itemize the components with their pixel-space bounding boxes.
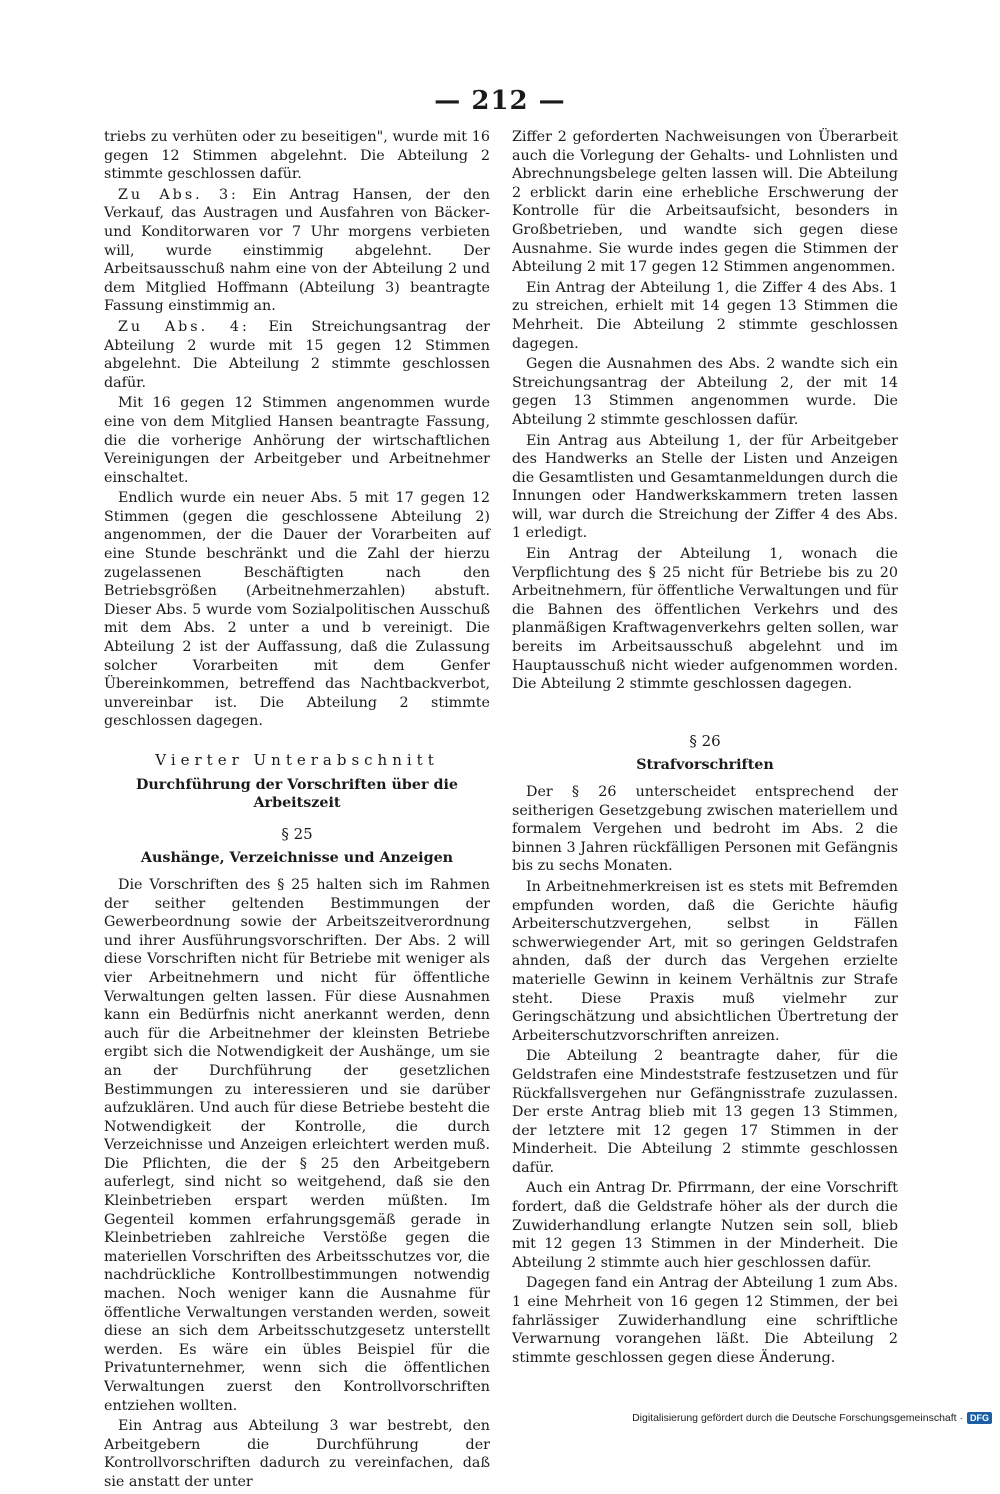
dfg-logo: DFG <box>967 1412 992 1424</box>
right-column <box>512 128 898 1369</box>
paragraph-lead: Zu Abs. 4: <box>118 318 250 335</box>
paragraph: Die Abteilung 2 beantragte daher, für die Geldstrafen eine Mindeststrafe festzusetzen und für Rückfallsvergehen nur Gefängnisstrafe zuzulassen. Der erste Antrag blieb mit 13 gegen 13 Stimmen, der letztere mit 12 gegen 17 Stimmen in der Minderheit. Die Abteilung 2 stimmte geschlossen dafür. <box>512 1048 898 1176</box>
paragraph: Ein Antrag der Abteilung 1, die Ziffer 4 des Abs. 1 zu streichen, erhielt mit 14 gegen 13 Stimmen die Mehrheit. Die Abteilung 2 stimmte geschlossen dagegen. <box>512 279 898 352</box>
subsection-title: Durchführung der Vorschriften über die Arbeitszeit <box>136 776 458 812</box>
paragraph <box>104 318 490 392</box>
paragraph: triebs zu verhüten oder zu beseitigen", wurde mit 16 gegen 12 Stimmen abgelehnt. Die Abteilung 2 stimmte geschlossen dafür. <box>104 129 490 183</box>
paragraph: Ziffer 2 geforderten Nachweisungen von Überarbeit auch die Vorlegung der Gehalts- und Lohnlisten und Abrechnungsbelege gelten lassen will. Die Abteilung 2 erblickt darin eine erhebliche Erschwerung der Kontrolle für die Arbeitsaufsicht, besonders in Großbetrieben, und wandte sich gegen diese Ausnahme. Sie wurde indes gegen die Stimmen der Abteilung 2 mit 17 gegen 12 Stimmen angenommen. <box>512 129 898 276</box>
section-heading: Strafvorschriften <box>636 757 774 774</box>
page-number: — 212 — <box>434 86 566 116</box>
paragraph: Mit 16 gegen 12 Stimmen angenommen wurde eine von dem Mitglied Hansen beantragte Fassung, die die vorherige Anhörung der wirtschaftlichen Vereinigungen der Arbeitgeber und Arbeitnehmer einschaltet. <box>104 395 490 486</box>
paragraph: Gegen die Ausnahmen des Abs. 2 wandte sich ein Streichungsantrag der Abteilung 2, der mit 14 gegen 13 Stimmen angenommen wurde. Die Abteilung 2 stimmte geschlossen dafür. <box>512 356 898 428</box>
subsection-heading: Vierter Unterabschnitt <box>155 751 439 769</box>
paragraph: Endlich wurde ein neuer Abs. 5 mit 17 gegen 12 Stimmen (gegen die geschlossene Abteilung 2) angenommen, der die Dauer der Vorarbeiten auf eine Stunde beschränkt und die Zahl der hierzu zugelassenen Beschäftigten nach den Betriebsgrößen (Arbeitnehmerzahlen) abstuft. Dieser Abs. 5 wurde vom Sozialpolitischen Ausschuß mit dem Abs. 2 unter a und b vereinigt. Die Abteilung 2 ist der Auffassung, daß die Zulassung solcher Vorarbeiten mit dem Genfer Übereinkommen, betreffend das Nachtbackverbot, unvereinbar ist. Die Abteilung 2 stimmte geschlossen dagegen. <box>104 490 490 730</box>
paragraph: In Arbeitnehmerkreisen ist es stets mit Befremden empfunden worden, daß die Gerichte häufig Arbeiterschutzvergehen, selbst in Fällen schwerwiegender Art, mit so geringen Geldstrafen ahnden, daß der durch das Vergehen erzielte materielle Gewinn in keinem Verhältnis zur Strafe steht. Diese Praxis muß vielmehr zur Geringschätzung und absichtlichen Übertretung der Arbeiterschutzvorschriften anreizen. <box>512 878 898 1044</box>
paragraph-text: Ein Antrag Hansen, der den Verkauf, das Austragen und Ausfahren von Bäcker- und Konditorwaren vor 7 Uhr morgens verbieten will, wurde einstimmig abgelehnt. Der Arbeitsausschuß nahm eine von der Abteilung 2 und dem Mitglied Hoffmann (Abteilung 3) beantragte Fassung einstimmig an. <box>104 186 490 315</box>
paragraph: Ein Antrag der Abteilung 1, wonach die Verpflichtung des § 25 nicht für Betriebe bis zu 20 Arbeitnehmern, für öffentliche Verwaltungen und für die Bahnen des öffentlichen Verkehrs und des planmäßigen Kraftwagenverkehrs gelten sollen, war bereits im Arbeitsausschuß abgelehnt und im Hauptausschuß nicht wieder aufgenommen worden. Die Abteilung 2 stimmte geschlossen dagegen. <box>512 546 898 693</box>
paragraph: Auch ein Antrag Dr. Pfirrmann, der eine Vorschrift fordert, daß die Geldstrafe höher als der durch die Zuwiderhandlung erlangte Nutzen sein soll, blieb mit 12 gegen 13 Stimmen in der Minderheit. Die Abteilung 2 stimmte auch hier geschlossen dafür. <box>512 1180 898 1271</box>
paragraph: Die Vorschriften des § 25 halten sich im Rahmen der seither geltenden Bestimmungen der Gewerbeordnung sowie der Arbeitszeitverordnung und ihrer Ausführungsvorschriften. Der Abs. 2 will diese Vorschriften nicht für Betriebe mit weniger als vier Arbeitnehmern und nicht für öffentliche Verwaltungen gelten lassen. Für diese Ausnahmen kann ein Bedürfnis nicht anerkannt werden, denn auch für die Arbeitnehmer der kleinsten Betriebe ergibt sich die Notwendigkeit der Aushänge, um sie an der Durchführung der gesetzlichen Bestimmungen zu interessieren und sie darüber aufzuklären. Und auch für diese Betriebe besteht die Notwendigkeit der Kontrolle, die durch Verzeichnisse und Anzeigen erleichtert werden muß. Die Pflichten, die der § 25 den Arbeitgebern auferlegt, sind nicht so weitgehend, daß sie den Kleinbetrieben erspart werden müßten. Im Gegenteil kommen erfahrungsgemäß gerade in Kleinbetrieben zahlreiche Verstöße gegen die materiellen Vorschriften des Arbeitsschutzes vor, die nachdrückliche Kontrollbestimmungen notwendig machen. Noch weniger kann die Ausnahme für öffentliche Verwaltungen verstanden werden, soweit diese an sich dem Arbeitsschutzgesetz unterstellt werden. Es wäre ein übles Beispiel für die Privatunternehmer, wenn sich die öffentlichen Verwaltungen zuerst den Kontrollvorschriften entziehen wollten. <box>104 876 490 1414</box>
paragraph: Dagegen fand ein Antrag der Abteilung 1 zum Abs. 1 eine Mehrheit von 16 gegen 12 Stimmen, der bei fahrlässiger Zuwiderhandlung eine schriftliche Verwarnung vorangehen läßt. Die Abteilung 2 stimmte geschlossen gegen diese Änderung. <box>512 1275 898 1366</box>
section-number: § 26 <box>689 731 721 750</box>
digitization-footer <box>632 1412 992 1424</box>
paragraph: Ein Antrag aus Abteilung 1, der für Arbeitgeber des Handwerks an Stelle der Listen und Anzeigen die Gesamtlisten und Gesamtanmeldungen durch die Innungen oder Handwerkskammern treten lassen will, war durch die Streichung der Ziffer 4 des Abs. 1 erledigt. <box>512 432 898 542</box>
left-column <box>104 128 490 1494</box>
section-heading: Aushänge, Verzeichnisse und Anzeigen <box>140 850 454 867</box>
paragraph-text: Ein Streichungsantrag der Abteilung 2 wurde mit 15 gegen 12 Stimmen abgelehnt. Die Abteilung 2 stimmte geschlossen dafür. <box>104 318 490 391</box>
paragraph <box>104 186 490 316</box>
paragraph-lead: Zu Abs. 3: <box>118 186 239 203</box>
paragraph: Der § 26 unterscheidet entsprechend der seitherigen Gesetzgebung zwischen materiellem und formalem Vergehen und bedroht im Abs. 2 die binnen 3 Jahren rückfälligen Personen mit Gefängnis bis zu sechs Monaten. <box>512 784 898 875</box>
footer-text: Digitalisierung gefördert durch die Deutsche Forschungsgemeinschaft · <box>632 1412 963 1424</box>
section-number: § 25 <box>281 824 313 843</box>
paragraph: Ein Antrag aus Abteilung 3 war bestrebt, den Arbeitgebern die Durchführung der Kontrollvorschriften dadurch zu vereinfachen, daß sie anstatt der unter <box>104 1418 490 1490</box>
